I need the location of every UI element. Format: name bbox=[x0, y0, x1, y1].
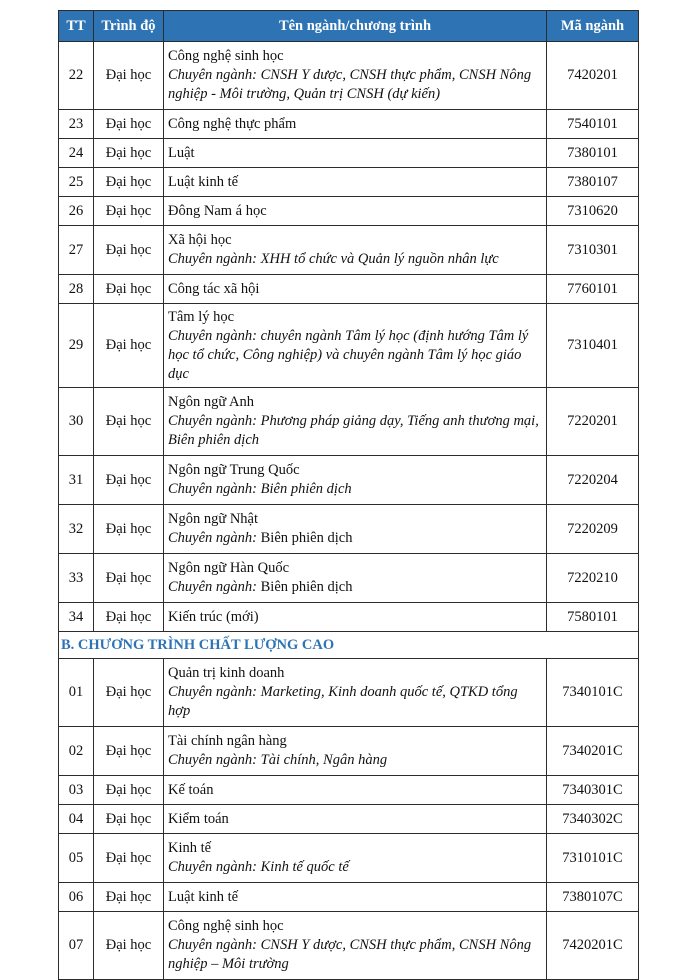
program-name: Kiến trúc (mới) bbox=[168, 608, 259, 625]
row-code: 7340101C bbox=[547, 659, 639, 727]
table-row bbox=[59, 834, 639, 883]
row-level: Đại học bbox=[94, 226, 164, 275]
row-level: Đại học bbox=[94, 139, 164, 168]
table-row bbox=[59, 197, 639, 226]
program-specialization bbox=[168, 529, 542, 548]
table-row bbox=[59, 912, 639, 980]
row-program bbox=[164, 388, 547, 456]
specialization-text: Kinh tế quốc tế bbox=[260, 859, 349, 875]
program-specialization bbox=[168, 858, 542, 877]
program-name: Đông Nam á học bbox=[168, 202, 267, 219]
specialization-prefix: Chuyên ngành: bbox=[168, 859, 257, 875]
row-level: Đại học bbox=[94, 603, 164, 632]
row-program bbox=[164, 42, 547, 110]
row-level: Đại học bbox=[94, 42, 164, 110]
table-row bbox=[59, 883, 639, 912]
row-level: Đại học bbox=[94, 275, 164, 304]
row-number: 04 bbox=[59, 805, 94, 834]
specialization-text: CNSH Y dược, CNSH thực phẩm, CNSH Nông nghiệp - Môi trường, Quản trị CNSH (dự kiến) bbox=[168, 67, 532, 102]
row-program bbox=[164, 304, 547, 388]
row-number: 06 bbox=[59, 883, 94, 912]
row-program bbox=[164, 110, 547, 139]
row-program bbox=[164, 776, 547, 805]
row-code: 7420201 bbox=[547, 42, 639, 110]
row-code: 7380107C bbox=[547, 883, 639, 912]
row-level: Đại học bbox=[94, 727, 164, 776]
row-number: 22 bbox=[59, 42, 94, 110]
table-row bbox=[59, 554, 639, 603]
row-program bbox=[164, 659, 547, 727]
specialization-prefix: Chuyên ngành: bbox=[168, 413, 257, 429]
row-number: 25 bbox=[59, 168, 94, 197]
specialization-prefix: Chuyên ngành: bbox=[168, 481, 257, 497]
programs-table bbox=[58, 10, 639, 980]
table-row bbox=[59, 805, 639, 834]
row-level: Đại học bbox=[94, 912, 164, 980]
row-number: 29 bbox=[59, 304, 94, 388]
row-level: Đại học bbox=[94, 834, 164, 883]
row-program bbox=[164, 883, 547, 912]
row-code: 7220210 bbox=[547, 554, 639, 603]
table-row bbox=[59, 603, 639, 632]
row-code: 7310101C bbox=[547, 834, 639, 883]
table-row bbox=[59, 168, 639, 197]
specialization-text: Phương pháp giảng dạy, Tiếng anh thương mại, Biên phiên dịch bbox=[168, 413, 539, 448]
row-level: Đại học bbox=[94, 805, 164, 834]
row-number: 28 bbox=[59, 275, 94, 304]
table-row bbox=[59, 42, 639, 110]
table-row bbox=[59, 727, 639, 776]
row-program bbox=[164, 168, 547, 197]
program-name: Ngôn ngữ Nhật bbox=[168, 511, 259, 527]
program-name: Công nghệ sinh học bbox=[168, 48, 284, 64]
program-name: Ngôn ngữ Anh bbox=[168, 394, 255, 410]
row-program bbox=[164, 912, 547, 980]
program-specialization bbox=[168, 480, 542, 499]
specialization-prefix: Chuyên ngành: bbox=[168, 752, 257, 768]
row-code: 7540101 bbox=[547, 110, 639, 139]
row-code: 7310620 bbox=[547, 197, 639, 226]
program-specialization bbox=[168, 412, 542, 450]
program-name: Tâm lý học bbox=[168, 308, 235, 325]
row-number: 03 bbox=[59, 776, 94, 805]
row-program bbox=[164, 275, 547, 304]
row-number: 02 bbox=[59, 727, 94, 776]
program-specialization bbox=[168, 751, 542, 770]
program-specialization bbox=[168, 250, 542, 269]
specialization-prefix: Chuyên ngành: bbox=[168, 579, 257, 595]
header-row bbox=[59, 11, 639, 42]
program-specialization bbox=[168, 936, 542, 974]
specialization-text: Biên phiên dịch bbox=[260, 530, 353, 546]
row-code: 7220201 bbox=[547, 388, 639, 456]
table-row bbox=[59, 304, 639, 388]
table-row bbox=[59, 776, 639, 805]
row-level: Đại học bbox=[94, 388, 164, 456]
program-name: Công nghệ sinh học bbox=[168, 918, 284, 934]
row-number: 07 bbox=[59, 912, 94, 980]
row-code: 7310301 bbox=[547, 226, 639, 275]
row-program bbox=[164, 456, 547, 505]
row-level: Đại học bbox=[94, 554, 164, 603]
program-name: Kế toán bbox=[168, 781, 214, 798]
row-number: 05 bbox=[59, 834, 94, 883]
program-name: Tài chính ngân hàng bbox=[168, 733, 287, 749]
row-level: Đại học bbox=[94, 197, 164, 226]
specialization-prefix: Chuyên ngành: bbox=[168, 67, 257, 83]
row-number: 33 bbox=[59, 554, 94, 603]
table-row bbox=[59, 505, 639, 554]
row-level: Đại học bbox=[94, 304, 164, 388]
row-level: Đại học bbox=[94, 776, 164, 805]
row-code: 7340301C bbox=[547, 776, 639, 805]
program-specialization bbox=[168, 683, 542, 721]
row-program bbox=[164, 197, 547, 226]
section-title: B. CHƯƠNG TRÌNH CHẤT LƯỢNG CAO bbox=[59, 632, 639, 659]
row-number: 24 bbox=[59, 139, 94, 168]
row-program bbox=[164, 554, 547, 603]
row-code: 7380107 bbox=[547, 168, 639, 197]
specialization-text: chuyên ngành Tâm lý học (định hướng Tâm lý học tổ chức, Công nghiệp) và chuyên ngành Tâm lý học giáo dục bbox=[168, 327, 529, 382]
table-row bbox=[59, 139, 639, 168]
row-program bbox=[164, 226, 547, 275]
specialization-text: Biên phiên dịch bbox=[260, 481, 352, 497]
program-name: Luật kinh tế bbox=[168, 888, 239, 905]
row-code: 7340201C bbox=[547, 727, 639, 776]
row-number: 01 bbox=[59, 659, 94, 727]
row-program bbox=[164, 139, 547, 168]
row-level: Đại học bbox=[94, 659, 164, 727]
row-level: Đại học bbox=[94, 110, 164, 139]
row-number: 30 bbox=[59, 388, 94, 456]
program-name: Ngôn ngữ Trung Quốc bbox=[168, 462, 300, 478]
row-program bbox=[164, 505, 547, 554]
program-specialization bbox=[168, 327, 542, 384]
row-number: 23 bbox=[59, 110, 94, 139]
section-row bbox=[59, 632, 639, 659]
table-row bbox=[59, 275, 639, 304]
row-number: 32 bbox=[59, 505, 94, 554]
specialization-text: XHH tổ chức và Quản lý nguồn nhân lực bbox=[260, 251, 499, 267]
row-code: 7220204 bbox=[547, 456, 639, 505]
row-level: Đại học bbox=[94, 505, 164, 554]
table-row bbox=[59, 659, 639, 727]
row-code: 7420201C bbox=[547, 912, 639, 980]
program-name: Công nghệ thực phẩm bbox=[168, 115, 297, 132]
specialization-text: Tài chính, Ngân hàng bbox=[260, 752, 388, 768]
program-specialization bbox=[168, 578, 542, 597]
row-number: 27 bbox=[59, 226, 94, 275]
program-name: Luật bbox=[168, 144, 195, 161]
row-number: 34 bbox=[59, 603, 94, 632]
specialization-prefix: Chuyên ngành: bbox=[168, 251, 257, 267]
program-name: Kiểm toán bbox=[168, 810, 229, 827]
specialization-prefix: Chuyên ngành: bbox=[168, 327, 257, 344]
program-name: Ngôn ngữ Hàn Quốc bbox=[168, 560, 290, 576]
row-level: Đại học bbox=[94, 883, 164, 912]
header-tt: TT bbox=[59, 11, 94, 42]
row-code: 7380101 bbox=[547, 139, 639, 168]
specialization-prefix: Chuyên ngành: bbox=[168, 530, 257, 546]
specialization-text: Biên phiên dịch bbox=[260, 579, 353, 595]
row-code: 7310401 bbox=[547, 304, 639, 388]
row-code: 7340302C bbox=[547, 805, 639, 834]
table-row bbox=[59, 456, 639, 505]
program-name: Quản trị kinh doanh bbox=[168, 665, 285, 681]
row-program bbox=[164, 805, 547, 834]
program-specialization bbox=[168, 66, 542, 104]
header-code: Mã ngành bbox=[547, 11, 639, 42]
specialization-text: Marketing, Kinh doanh quốc tế, QTKD tổng hợp bbox=[168, 684, 518, 719]
row-program bbox=[164, 603, 547, 632]
row-number: 26 bbox=[59, 197, 94, 226]
table-row bbox=[59, 388, 639, 456]
program-name: Xã hội học bbox=[168, 232, 232, 248]
program-name: Kinh tế bbox=[168, 840, 212, 856]
specialization-text: CNSH Y dược, CNSH thực phẩm, CNSH Nông nghiệp – Môi trường bbox=[168, 937, 532, 972]
table-row bbox=[59, 226, 639, 275]
program-name: Công tác xã hội bbox=[168, 280, 260, 297]
row-code: 7220209 bbox=[547, 505, 639, 554]
table-row bbox=[59, 110, 639, 139]
row-code: 7760101 bbox=[547, 275, 639, 304]
row-level: Đại học bbox=[94, 456, 164, 505]
program-name: Luật kinh tế bbox=[168, 173, 239, 190]
specialization-prefix: Chuyên ngành: bbox=[168, 937, 257, 953]
row-program bbox=[164, 727, 547, 776]
row-code: 7580101 bbox=[547, 603, 639, 632]
row-program bbox=[164, 834, 547, 883]
header-level: Trình độ bbox=[94, 11, 164, 42]
specialization-prefix: Chuyên ngành: bbox=[168, 684, 257, 700]
header-name: Tên ngành/chương trình bbox=[164, 11, 547, 42]
row-level: Đại học bbox=[94, 168, 164, 197]
row-number: 31 bbox=[59, 456, 94, 505]
